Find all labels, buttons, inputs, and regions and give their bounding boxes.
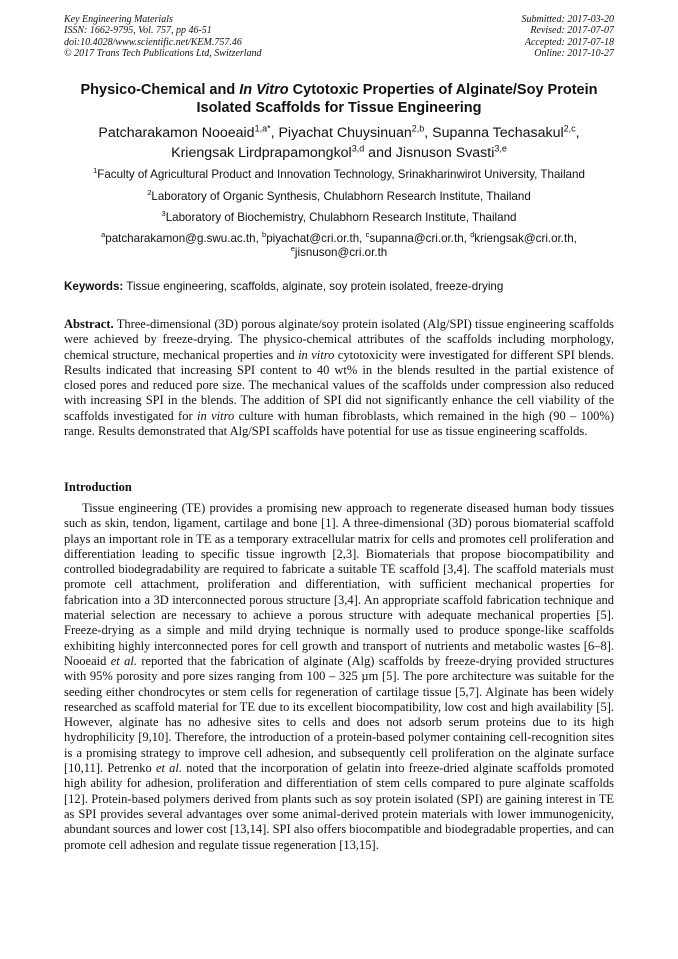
copyright: © 2017 Trans Tech Publications Ltd, Switzerland	[64, 48, 262, 60]
email-link: piyachat@cri.or.th,	[266, 232, 366, 245]
author-emails	[64, 232, 614, 260]
introduction-paragraph	[64, 501, 614, 853]
abstract-italic: in vitro	[298, 347, 335, 362]
author-sup: 2,b	[411, 123, 425, 134]
affiliation-sup: 3	[161, 209, 166, 219]
doi: doi:10.4028/www.scientific.net/KEM.757.46	[64, 36, 242, 48]
body-text: reported that the fabrication of alginate (Alg) scaffolds by freeze-drying provided structures with 95% porosity and pore sizes ranging from 100 – 325 µm [5]. The pore architecture was suitable for the seeding either chondrocytes or stem cells for regeneration of cartilage tissue [5,7]. Alginate has been widely researched as scaffold material for TE due to its excellent biocompatibility, low cost and high availability [5]. However, alginate has no adhesive sites to cells and does not adsorb serum proteins due to its high hydrophilicity [9,10]. Therefore, the introduction of a protein-based polymer containing cell-recognition sites is a promising strategy to improve cell adhesion, and subsequently cell proliferation on the alginate surface [10,11]. Petrenko	[64, 653, 614, 776]
journal-name: Key Engineering Materials	[64, 14, 173, 25]
paper-title	[64, 81, 614, 117]
abstract-italic: in vitro	[196, 408, 235, 423]
affiliation-2	[64, 190, 614, 204]
email-link: kriengsak@cri.or.th,	[474, 232, 577, 245]
affiliation-text: Laboratory of Biochemistry, Chulabhorn Research Institute, Thailand	[165, 211, 517, 224]
introduction-heading: Introduction	[64, 480, 132, 494]
accepted-date: Accepted: 2017-07-18	[524, 36, 614, 48]
body-italic: et al.	[155, 761, 183, 776]
body-italic: et al.	[110, 653, 137, 668]
email-sup: b	[262, 230, 267, 240]
email-link: jisnuson@cri.or.th	[294, 246, 388, 259]
author-name: Patcharakamon Nooeaid	[98, 125, 255, 141]
issn: ISSN: 1662-9795, Vol. 757, pp 46-51	[64, 25, 212, 37]
email-link: patcharakamon@g.swu.ac.th,	[105, 232, 263, 245]
email-sup: a	[101, 230, 106, 240]
title-text-rest: Cytotoxic Properties of Alginate/Soy Protein Isolated Scaffolds for Tissue Engineering	[196, 82, 598, 116]
abstract-text: culture with human fibroblasts, which remained in the high (90 – 100%) range. Results demonstrated that Alg/SPI scaffolds have potential for use as tissue engineering scaffolds.	[64, 408, 615, 439]
body-text: Tissue engineering (TE) provides a promising new approach to regenerate diseased human body tissues such as skin, tendon, ligament, cartilage and bone [1]. A three-dimensional (3D) porous biomaterial scaffold plays an important role in TE as a temporary extracellular matrix for cells and promotes cell proliferation and differentiation leading to specific tissue ingrowth [2,3]. Biomaterials that propose biocompatibility and controlled biodegradability are required to fabricate a suitable TE scaffold [3,4]. The scaffold materials must promote cell attachment, proliferation and differentiation, with sufficient mechanical properties for fabrication into a 3D interconnected porous structure [3,4]. An appropriate scaffold fabrication technique and material selection are necessary to achieve a porous structure with adequate mechanical properties [5]. Freeze-drying as a simple and mild drying technique is normally used to produce sponge-like scaffolds exhibiting highly interconnected pores for cell growth and transport of nutrients and metabolic wastes [6–8]. Nooeaid	[64, 501, 614, 668]
author-sup: 3,e	[494, 142, 507, 153]
title-italic: In Vitro	[239, 82, 289, 98]
affiliation-3	[64, 211, 614, 225]
author-sup: 1,a*	[254, 123, 271, 134]
author-sup: 3,d	[351, 142, 365, 153]
journal-info	[64, 14, 262, 60]
author-separator: ,	[270, 125, 279, 141]
keywords-text: Tissue engineering, scaffolds, alginate, soy protein isolated, freeze-drying	[123, 280, 504, 293]
affiliation-text: Faculty of Agricultural Product and Innovation Technology, Srinakharinwirot University, Thailand	[97, 168, 585, 181]
email-sup: e	[290, 244, 295, 254]
affiliation-sup: 1	[93, 166, 98, 176]
author-separator: and	[364, 144, 396, 161]
email-sup: d	[470, 230, 475, 240]
affiliation-text: Laboratory of Organic Synthesis, Chulabhorn Research Institute, Thailand	[151, 190, 531, 203]
author-name: Piyachat Chuysinuan	[278, 125, 412, 141]
author-name: Kriengsak Lirdprapamongkol	[171, 144, 352, 161]
abstract	[64, 317, 614, 439]
author-separator: ,	[424, 125, 433, 141]
abstract-label: Abstract.	[64, 317, 114, 331]
body-text: noted that the incorporation of gelatin into freeze-dried alginate scaffolds promoted high ability for adhesion, proliferation and differentiation of stem cells compared to pure alginate scaffolds [12]. Protein-based polymers derived from plants such as soy protein isolated (SPI) are gaining interest in TE as SPI provides several advantages over some animal-derived protein materials with lower immunogenicity, abundant sources and lower cost [13,14]. SPI also offers biocompatible and biodegradable properties, and can promote cell adhesion and regulate tissue regeneration [13,15].	[64, 761, 614, 852]
author-separator: ,	[575, 125, 580, 141]
author-name: Supanna Techasakul	[432, 125, 564, 141]
submitted-date: Submitted: 2017-03-20	[521, 14, 614, 25]
keywords-label: Keywords:	[64, 280, 124, 293]
email-link: supanna@cri.or.th,	[369, 232, 471, 245]
author-list	[64, 124, 614, 163]
revised-date: Revised: 2017-07-07	[530, 25, 614, 37]
introduction-body	[64, 501, 614, 853]
keywords	[64, 280, 614, 294]
online-date: Online: 2017-10-27	[534, 48, 614, 60]
publication-dates	[522, 14, 615, 60]
author-sup: 2,c	[563, 123, 576, 134]
author-name: Jisnuson Svasti	[395, 144, 495, 161]
title-text: Physico-Chemical and	[80, 82, 240, 98]
email-sup: c	[365, 230, 370, 240]
affiliation-1	[64, 168, 614, 182]
affiliation-sup: 2	[147, 188, 152, 198]
abstract-text: cytotoxicity were investigated for different SPI blends. Results indicated that increasing SPI content to 40 wt% in the blends resulted in the partial existence of closed pores and reduced pore size. The mechanical values of the scaffolds under compression also reduced with increasing SPI in the blends. The addition of SPI did not significantly enhance the cell viability of the scaffolds investigated for	[64, 347, 614, 423]
abstract-text: Three-dimensional (3D) porous alginate/soy protein isolated (Alg/SPI) tissue engineering scaffolds were achieved by freeze-drying. The physico-chemical attributes of the scaffolds including morphology, chemical structure, mechanical properties and	[64, 317, 614, 362]
